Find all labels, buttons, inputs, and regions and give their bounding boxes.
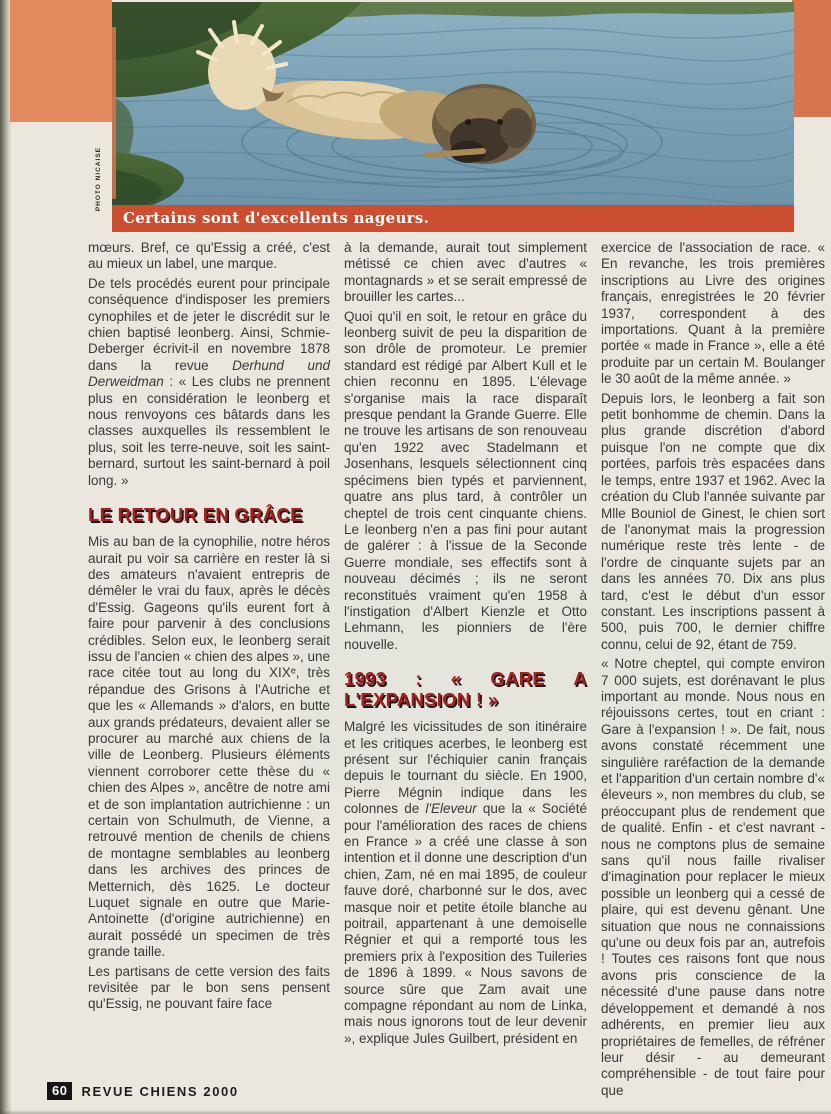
paragraph: à la demande, aurait tout simplement métissé ce chien avec d'autres « montagnards » et se serait empressé de brouiller les cartes... bbox=[344, 240, 587, 305]
paragraph: Quoi qu'il en soit, le retour en grâce du leonberg suivit de peu la disparition de son drôle de promoteur. Le premier standard est rédigé par Albert Kull et le chien reconnu en 1895. L'élevage s'organise mais la race disparaît presque pendant la Grande Guerre. Elle ne trouve les artisans de son renouveau qu'en 1922 avec Stadelmann et Josenhans, lesquels sélectionnent cinq spécimens bien typés et parviennent, quatre ans plus tard, à contrôler un cheptel de trois cent cinquante chiens. Le leonberg n'en a pas fini pour autant de galérer : à l'issue de la Seconde Guerre mondiale, ses effectifs sont à nouveau décimés ; ils ne seront reconstitués vraiment qu'en 1958 à l'instigation d'Albert Kienzle et Otto Lehmann, les pionniers de l'ère nouvelle. bbox=[344, 308, 587, 652]
paragraph: exercice de l'association de race. « En revanche, les trois premières inscriptions au Livre des origines français, enregistrées le 20 février 1937, correspondent à des importations. Quant à la première portée « made in France », elle a été produite par un certain M. Boulanger le 30 août de la même année. » bbox=[601, 240, 825, 387]
article-column-2 bbox=[344, 240, 587, 1102]
paragraph: Depuis lors, le leonberg a fait son petit bonhomme de chemin. Dans la plus grande discrétion d'abord puisque l'on ne compte que dix portées, parfois très espacées dans le temps, entre 1937 et 1962. Avec la création du Club l'année suivante par Mlle Bouniol de Ginest, le chien sort de l'anonymat mais la progression numérique reste très lente - de l'ordre de cinquante sujets par an dans les années 70. Dix ans plus tard, c'est le début d'un essor constant. Les inscriptions passent à 500, puis 700, le dernier chiffre connu, celui de 92, étant de 759. bbox=[601, 390, 825, 652]
orange-corner-block-left bbox=[10, 0, 112, 122]
section-heading-expansion: 1993 : « GARE A L'EXPANSION ! » bbox=[344, 668, 587, 711]
scan-left-edge bbox=[0, 0, 12, 1114]
photo-caption: Certains sont d'excellents nageurs. bbox=[112, 205, 794, 232]
article-column-1 bbox=[88, 240, 330, 1102]
dog-photo-illustration bbox=[112, 2, 794, 205]
article-column-3 bbox=[601, 240, 825, 1102]
paragraph-text: Malgré les vicissitudes de son itinéraire et les critiques acerbes, le leonberg est présent sur l'échiquier canin français depuis le tournant du siècle. En 1900, Pierre Mégnin indique dans les colonnes de bbox=[344, 719, 587, 817]
photo-credit: PHOTO NICAISE bbox=[95, 147, 102, 212]
paragraph: « Notre cheptel, qui compte environ 7 000 sujets, est dorénavant le plus important au monde. Nous nous en réjouissons certes, tout en criant : Gare à l'expansion ! ». De fait, nous avons constaté récemment une singulière raréfaction de la demande et l'apparition d'un certain nombre d'« éleveurs », non membres du club, se préoccupant plus de rendement que de qualité. Enfin - et c'est navrant - nous ne comptons plus de semaine sans qu'il nous faille rivaliser d'imagination pour replacer le mieux possible un leonberg qui a cessé de plaire, qui est devenu gênant. Une situation que nous ne connaissions qu'une ou deux fois par an, autrefois ! Toutes ces raisons font que nous avons pris conscience de la nécessité d'une pause dans notre développement et demandé à nos adhérents, en premier lieu aux propriétaires de femelles, de réfréner leur désir - au demeurant compréhensible - de tout faire pour que bbox=[601, 656, 825, 1098]
magazine-title: REVUE CHIENS 2000 bbox=[81, 1083, 239, 1099]
paragraph-text: De tels procédés eurent pour principale conséquence d'indisposer les premiers cynophiles et de jeter le discrédit sur le chien baptisé leonberg. Ainsi, Schmie-Deberger écrivit-il en novembre 1878 dans la revue bbox=[88, 275, 330, 373]
orange-corner-block-right bbox=[792, 0, 831, 117]
italic-journal-title: Derhund und Derweidman bbox=[88, 357, 330, 390]
page-number-badge: 60 bbox=[47, 1082, 72, 1100]
paragraph: mœurs. Bref, ce qu'Essig a créé, c'est au mieux un label, une marque. bbox=[88, 240, 330, 272]
dog-swimming-photo bbox=[112, 2, 794, 232]
paragraph bbox=[344, 719, 587, 1047]
paragraph-text: : « Les clubs ne prennent plus en considération le leonberg et nous renvoyons ces bâtards dans les classes auxquelles ils ressemblent le plus, soit les terre-neuve, soit les saint-bernard, surtout les saint-bernard à poil long. » bbox=[88, 374, 330, 488]
paragraph bbox=[88, 276, 330, 489]
paragraph: Les partisans de cette version des faits revisitée par le bon sens pensent qu'Essig, ne pouvant faire face bbox=[88, 963, 330, 1012]
paragraph-text: que la « Société pour l'amélioration des races de chiens en France » a créé une classe à son intention et il donne une description d'un chien, Zam, né en mai 1895, de couleur fauve doré, charbonné sur le dos, avec masque noir et petite étoile blanche au poitrail, appartenant à une demoiselle Régnier et qui a remporté tous les premiers prix à l'exposition des Tuileries de 1896 à 1899. « Nous savons de source sûre que Zam avait une compagne répondant au nom de Linka, mais nous ignorons tout de leur devenir », explique Jules Guilbert, président en bbox=[344, 801, 587, 1046]
page-footer bbox=[47, 1082, 239, 1100]
paragraph: Mis au ban de la cynophilie, notre héros aurait pu voir sa carrière en rester là si des amateurs n'avaient entrepris de démêler le vrai du faux, après le décès d'Essig. Gageons qu'ils eurent fort à faire pour parvenir à des conclusions crédibles. Selon eux, le leonberg serait issu de l'ancien « chien des alpes », une race citée tout au long du XIXᵉ, très répandue des Grisons à l'Autriche et que les « Allemands » d'alors, en butte aux grands prédateurs, devaient aller se procurer au marché aux chiens de la ville de Leonberg. Plusieurs éléments viennent corroborer cette thèse du « chien des Alpes », ancêtre de notre ami et de son implantation autrichienne : un certain von Schulmuth, de Vienne, a retrouvé mention de chenils de chiens de montagne semblables au leonberg dans les archives des princes de Metternich, dès 1625. Le docteur Luquet signale en outre que Marie-Antoinette (d'origine autrichienne) en aurait possédé un specimen de très grande taille. bbox=[88, 534, 330, 960]
scan-bottom-edge bbox=[0, 1110, 831, 1114]
italic-journal-title: l'Eleveur bbox=[425, 801, 477, 817]
section-heading-retour: LE RETOUR EN GRÂCE bbox=[88, 504, 303, 526]
article-body bbox=[88, 240, 825, 1102]
